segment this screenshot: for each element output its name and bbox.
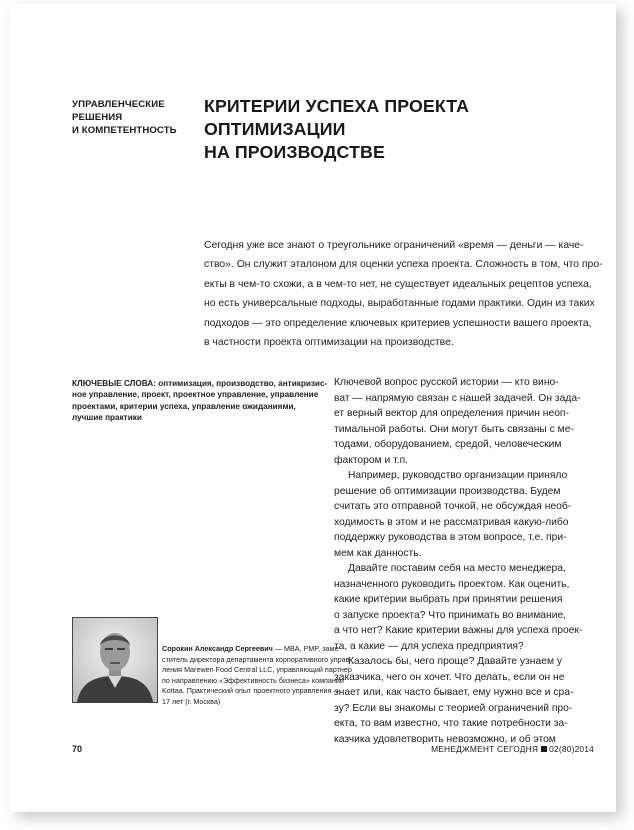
keywords-line: лучшие практики [72,413,142,423]
body-line: знает или, как часто бывает, ему нужно все и сра- [334,687,574,698]
section-label: УПРАВЛЕНЧЕСКИЕ РЕШЕНИЯ И КОМПЕТЕНТНОСТЬ [72,99,177,136]
body-line: считать это отправной точкой, не обсуждая необ- [334,501,572,512]
square-icon [541,746,547,752]
lead-line: подходов — это определение ключевых критериев успешности вашего проекта, [204,317,592,329]
body-line: заказчика, чего он хочет. Что делать, если он не [334,671,565,683]
body-line: екта, то вам известно, что такие потребности за- [334,718,568,729]
author-bio-line: ления Marewen Food Central LLC, управляющий партнер [162,665,352,675]
article-body [334,375,583,747]
lead-line: екты в чем-то схожи, а в чем-то нет, не существует идеальных рецептов успеха, [204,278,592,290]
article-lead [204,236,603,352]
body-line: какие критерии выбрать при принятии решения [334,594,563,605]
issue-number: 02(80)2014 [549,744,594,754]
body-line: ет верный вектор для определения причин неоп- [334,408,569,419]
body-line: ват — напрямую связан с нашей задачей. Он зада- [334,392,581,404]
body-line: фактором и т.п. [334,454,409,466]
magazine-name: МЕНЕДЖМЕНТ СЕГОДНЯ [431,744,539,754]
body-line: тимальной работы. Они могут быть связаны с ме- [334,423,574,435]
body-line: казчика удовлетворить невозможно, и об этом [334,733,556,745]
body-line: а что нет? Какие критерии важны для успеха проек- [334,625,583,636]
body-line: та, а какие — для успеха предприятия? [334,640,524,652]
author-bio-line: ститель директора департамента корпоративного управ- [162,654,352,664]
author-bio-text: — MBA, PMP, заме- [272,644,341,653]
body-line: Например, руководство организации приняло [348,470,568,481]
body-line: о запуске проекта? Что принимать во внимание, [334,609,567,621]
author-bio-line: 17 лет (г. Москва) [162,696,221,706]
lead-line: ство». Он служит эталоном для оценки успеха проекта. Сложность в том, что про- [204,259,603,271]
author-bio-line [162,644,341,655]
author-portrait-icon [73,618,157,702]
body-line: ходимость в этом и не рассматривая какую-либо [334,516,569,528]
magazine-footer [431,744,594,754]
body-line: мем как данность. [334,547,422,559]
body-line: поддержку руководства в этом вопросе, т.е. при- [334,532,567,543]
body-line: Ключевой вопрос русской истории — кто вино- [334,377,559,388]
keywords-line: проектами, критерии успеха, управление ожиданиями, [72,401,296,411]
article-title: КРИТЕРИИ УСПЕХА ПРОЕКТА ОПТИМИЗАЦИИ НА ПРОИЗВОДСТВЕ [204,96,470,162]
body-line: назначенного руководить проектом. Как оценить, [334,578,570,590]
author-bio-line: по направлению «Эффективность бизнеса» компании [162,675,344,685]
lead-line: в частности проекта оптимизации на производстве. [204,337,454,349]
keywords-line: ное управление, проект, проектное управление, управление [72,390,319,400]
body-line: тодами, оборудованием, средой, человеческим [334,439,562,450]
body-line: решение об оптимизации производства. Будем [334,485,561,497]
author-info [162,644,352,708]
body-line: зу? Если вы знакомы с теорией ограничений про- [334,702,573,714]
keywords-line: КЛЮЧЕВЫЕ СЛОВА: оптимизация, производство, антикризис- [72,379,328,388]
lead-line: но есть универсальные подходы, выработанные годами практики. Один из таких [204,298,595,310]
page-number: 70 [72,744,83,754]
author-bio-line: Kottaa. Практический опыт проектного управления — [162,686,341,696]
lead-line: Сегодня уже все знают о треугольнике ограничений «время — деньги — каче- [204,240,584,251]
author-photo [72,617,158,703]
body-line: Казалось бы, чего проще? Давайте узнаем у [348,656,563,667]
keywords [72,378,328,424]
body-line: Давайте поставим себя на место менеджера, [348,563,566,574]
author-name: Сорокин Александр Сергеевич [162,644,273,653]
